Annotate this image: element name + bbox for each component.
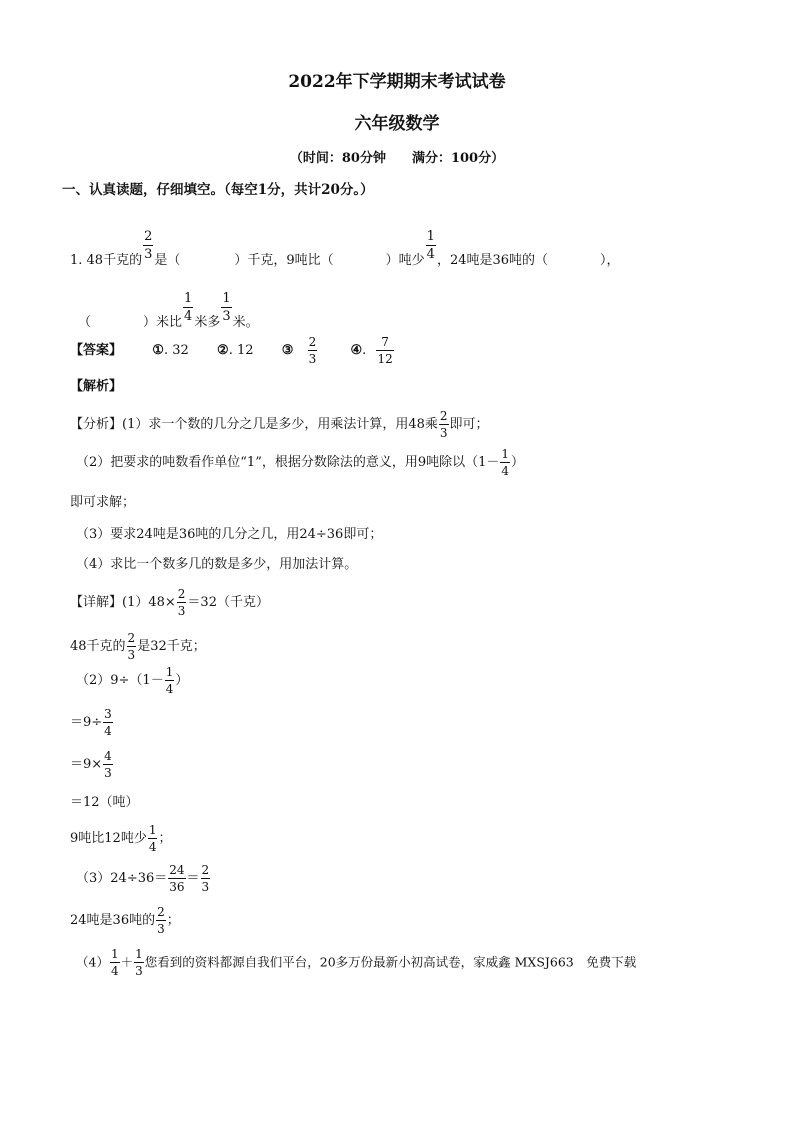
section-heading: 一、认真读题，仔细填空。（每空1分，共计20分。） — [62, 182, 374, 198]
fraction: $\frac{1}{4}$ — [426, 229, 435, 262]
analysis-line-2 — [76, 448, 524, 477]
detail-text: ＝32（千克） — [187, 595, 269, 610]
detail-text: 9吨比12吨少 — [70, 831, 147, 846]
fraction: $\frac{2}{3}$ — [127, 631, 136, 662]
detail-text: （4） — [76, 954, 109, 970]
fraction: $\frac{2}{3}$ — [157, 905, 165, 936]
analysis-text: ） — [511, 455, 525, 470]
q1-text: ）， — [600, 253, 620, 268]
detail-text: ； — [158, 831, 172, 846]
detail-line-2 — [70, 632, 206, 661]
answer-marker-2: ② — [217, 343, 229, 358]
exam-info: （时间：80分钟 满分：100分） — [289, 151, 505, 166]
detail-text: （3）24÷36＝ — [76, 871, 168, 886]
detail-line-7 — [70, 824, 171, 853]
detail-line-5 — [70, 750, 114, 779]
answer-dot-4: . — [362, 343, 367, 358]
detail-line-3 — [76, 666, 188, 695]
q1-text: ）吨少 — [385, 253, 425, 268]
fraction: $\frac{24}{36}$ — [169, 863, 185, 894]
detail-line-1 — [70, 588, 269, 617]
detail-text: ＝9÷ — [70, 715, 103, 730]
fraction: $\frac{1}{4}$ — [110, 947, 119, 978]
exam-title: 2022年下学期期末考试试卷 — [288, 72, 506, 92]
q1-text: ）米比 — [143, 315, 183, 330]
answer-fraction-3: $\frac{2}{3}$ — [308, 335, 317, 366]
question-1-line-1 — [70, 229, 620, 268]
detail-text: 【详解】(1）48× — [70, 595, 176, 610]
detail-text: （2）9÷（1－ — [76, 673, 164, 688]
fraction: $\frac{1}{4}$ — [165, 665, 174, 696]
fraction: $\frac{2}{3}$ — [177, 587, 186, 618]
detail-text: 是32千克； — [137, 639, 206, 654]
detail-line-8 — [76, 864, 211, 893]
detail-text: ＋ — [120, 954, 134, 970]
detail-text: 48千克的 — [70, 639, 126, 654]
q1-text: 米。 — [232, 315, 259, 330]
q1-text: 米多 — [194, 315, 221, 330]
q1-text: ，24吨是36吨的（ — [436, 253, 549, 268]
q1-text: 是（ — [154, 253, 181, 268]
q1-text: （ — [78, 315, 92, 330]
fraction: $\frac{2}{3}$ — [144, 229, 153, 262]
detail-line-6: ＝12（吨） — [70, 795, 139, 810]
answer-fraction-4: $\frac{7}{12}$ — [377, 335, 393, 366]
detail-text: 您看到的资料都源自我们平台，20多万份最新小初高试卷，家威鑫 MXSJ663 免费下载 — [144, 954, 637, 970]
detail-text: ） — [175, 673, 189, 688]
answer-label: 【答案】 — [70, 343, 123, 358]
detail-line-4 — [70, 708, 114, 737]
fraction: $\frac{1}{4}$ — [184, 291, 193, 324]
fraction: $\frac{1}{3}$ — [222, 291, 231, 324]
analysis-label: 【解析】 — [70, 379, 123, 394]
answer-line — [70, 336, 395, 365]
exam-subtitle: 六年级数学 — [354, 114, 440, 134]
q1-text: 1. 48千克的 — [70, 253, 143, 268]
fraction: $\frac{1}{3}$ — [135, 947, 143, 978]
answer-marker-4: ④ — [350, 343, 363, 358]
answer-marker-1: ① — [152, 343, 164, 358]
detail-text: 24吨是36吨的 — [70, 913, 156, 928]
analysis-text: 【分析】(1）求一个数的几分之几是多少，用乘法计算，用48乘 — [70, 417, 438, 432]
detail-line-10 — [76, 948, 636, 977]
analysis-line-4: （3）要求24吨是36吨的几分之几，用24÷36即可； — [76, 527, 383, 542]
answer-marker-3: ③ — [281, 343, 294, 358]
fraction: $\frac{3}{4}$ — [104, 707, 112, 738]
fraction: $\frac{1}{4}$ — [148, 823, 157, 854]
analysis-line-3: 即可求解； — [70, 495, 136, 510]
answer-value-2: . 12 — [228, 343, 254, 358]
detail-text: ； — [166, 913, 180, 928]
fraction: $\frac{2}{3}$ — [439, 409, 448, 440]
analysis-text: 即可； — [449, 417, 489, 432]
detail-line-9 — [70, 906, 180, 935]
fraction: $\frac{2}{3}$ — [201, 863, 210, 894]
fraction: $\frac{1}{4}$ — [501, 447, 510, 478]
q1-text: ）千克，9吨比（ — [234, 253, 334, 268]
question-1-line-2 — [78, 291, 259, 330]
detail-text: ＝9× — [70, 757, 103, 772]
analysis-text: （2）把要求的吨数看作单位“1”，根据分数除法的意义，用9吨除以（1－ — [76, 455, 500, 470]
answer-value-1: . 32 — [163, 343, 189, 358]
detail-text: ＝ — [186, 871, 200, 886]
fraction: $\frac{4}{3}$ — [104, 749, 112, 780]
analysis-line-1 — [70, 410, 489, 439]
analysis-line-5: （4）求比一个数多几的数是多少，用加法计算。 — [76, 557, 358, 572]
